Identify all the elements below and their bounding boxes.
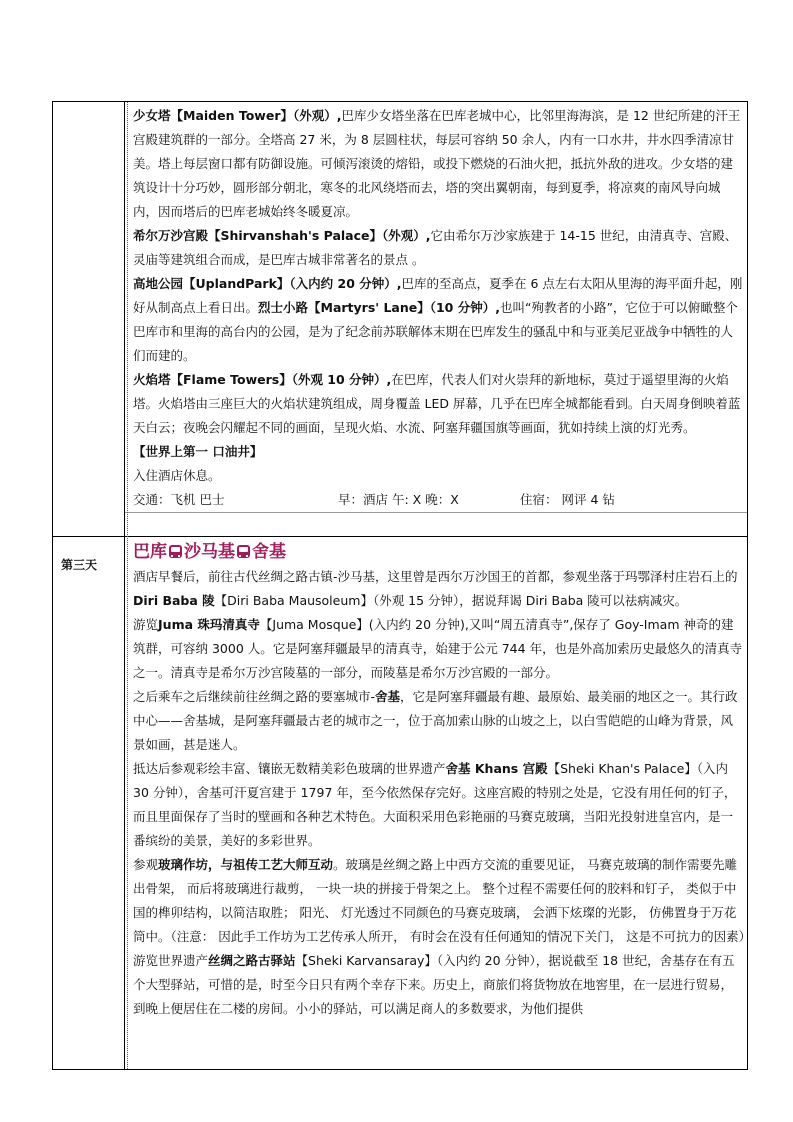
transport-row (133, 488, 745, 512)
transport-divider (125, 512, 747, 513)
highlight-oil-well: 【世界上第一 口油井】 (133, 444, 263, 459)
paragraph-maiden-tower: 少女塔【Maiden Tower】（外观）,巴库少女塔坐落在巴库老城中心，比邻里海海滨，是 12 世纪所建的汗王宫殿建筑群的一部分。全塔高 27 米，为 8 层圆柱状，每层可容纳 50 余人，内有一口水井，井水四季清凉甘美。塔上每层窗口都有防御设施。可倾泻滚烫的熔铅，或投下燃烧的石油火把，抵抗外敌的进攻。少女塔的建筑设计十分巧妙，圆形部分朝北，寒冬的北风绕塔而去，塔的突出翼朝南，每到夏季，将凉爽的南风导向城内，因而塔后的巴库老城始终冬暖夏凉。 (133, 108, 741, 219)
day-label: 第三天 (61, 558, 98, 572)
paragraph-karvansaray: 游览世界遗产丝绸之路古驿站【Sheki Karvansaray】（入内约 20 分钟），据说截至 18 世纪，舍基存在有五个大型驿站，可惜的是，时至今日只有两个幸存下来。历史上，商旅们将货物放在地窖里，在一层进行贸易，到晚上便居住在二楼的房间。小小的驿站，可以满足商人的多数要求，为他们提供 (133, 953, 735, 1016)
traffic-info: 交通：飞机 巴士 (133, 492, 225, 507)
route-title (133, 539, 745, 565)
paragraph-juma-mosque: 游览Juma 珠玛清真寺【Juma Mosque】(入内约 20 分钟),又叫“周五清真寺”,保存了 Goy-Imam 神奇的建筑群，可容纳 3000 人。它是阿塞拜疆最早的清真寺，始建于公元 744 年，也是外高加索历史最悠久的清真寺之一。清真寺是希尔万沙宫陵墓的一部分，而陵墓是希尔万沙宫殿的一部分。 (133, 617, 743, 680)
route-stop: 巴库 (133, 542, 167, 562)
route-stop: 沙马基 (184, 542, 235, 562)
day-prev-content (133, 104, 745, 512)
paragraph-khan-palace: 抵达后参观彩绘丰富、镶嵌无数精美彩色玻璃的世界遗产舍基 Khans 宫殿【Sheki Khan's Palace】（入内 30 分钟），舍基可汗夏宫建于 1797 年，至今依然保存完好。这座宫殿的特别之处是，它没有用任何的钉子，而且里面保存了当时的壁画和各种艺术特色。大面积采用色彩艳丽的马赛克玻璃，当阳光投射进皇宫内，是一番缤纷的美景，美好的多彩世界。 (133, 761, 737, 848)
paragraph-flame-towers: 火焰塔【Flame Towers】（外观 10 分钟）,在巴库，代表人们对火崇拜的新地标，莫过于遥望里海的火焰塔。火焰塔由三座巨大的火焰状建筑组成，周身覆盖 LED 屏幕，几乎在巴库全城都能看到。白天周身倒映着蓝天白云；夜晚会闪耀起不同的画面，呈现火焰、水流、阿塞拜疆国旗等画面，犹如持续上演的灯光秀。 (133, 372, 741, 435)
rest-note: 入住酒店休息。 (133, 468, 221, 483)
meals-info: 早：酒店 午: X 晚：X (338, 492, 459, 507)
paragraph-upland-park: 高地公园【UplandPark】（入内约 20 分钟）,巴库的至高点，夏季在 6 点左右太阳从里海的海平面升起，刚好从制高点上看日出。烈士小路【Martyrs' Lane】（10 分钟）,也叫“殉教者的小路”，它位于可以俯瞰整个巴库市和里海的高台内的公园，是为了纪念前苏联解体末期在巴库发生的骚乱中和与亚美尼亚战争中牺牲的人们而建的。 (133, 276, 743, 363)
bus-icon (237, 545, 250, 558)
day3-content (133, 539, 752, 1021)
itinerary-table (52, 101, 752, 1070)
route-stop: 舍基 (252, 542, 286, 562)
paragraph-shirvanshah: 希尔万沙宫殿【Shirvanshah's Palace】（外观）,它由希尔万沙家族建于 14-15 世纪，由清真寺、宫殿、灵庙等建筑组合而成，是巴库古城非常著名的景点 。 (133, 228, 738, 267)
bus-icon (169, 545, 182, 558)
paragraph-diri-baba: 酒店早餐后，前往古代丝绸之路古镇-沙马基，这里曾是西尔万沙国王的首都，参观坐落于玛鄂泽村庄岩石上的Diri Baba 陵【Diri Baba Mausoleum】（外观 15 分钟），据说拜谒 Diri Baba 陵可以祛病减灾。 (133, 569, 738, 608)
paragraph-glass-workshop: 参观玻璃作坊，与祖传工艺大师互动。玻璃是丝绸之路上中西方交流的重要见证， 马赛克玻璃的制作需要先雕出骨架， 而后将玻璃进行裁剪， 一块一块的拼接于骨架之上。 整个过程不需要任何的胶料和钉子， 类似于中国的榫卯结构，以简洁取胜； 阳光、 灯光透过不同颜色的马赛克玻璃， 会洒下炫璨的光影， 仿佛置身于万花筒中。（注意： 因此手工作坊为工艺传承人所开， 有时会在没有任何通知的情况下关门， 这是不可抗力的因素） (133, 857, 752, 944)
hotel-info: 住宿： 网评 4 钻 (520, 492, 615, 507)
paragraph-sheki: 之后乘车之后继续前往丝绸之路的要塞城市-舍基，它是阿塞拜疆最有趣、最原始、最美丽的地区之一。其行政中心——舍基城，是阿塞拜疆最古老的城市之一，位于高加索山脉的山坡之上，以白雪皑皑的山峰为背景，风景如画，甚是迷人。 (133, 689, 738, 752)
day-divider (53, 536, 747, 537)
